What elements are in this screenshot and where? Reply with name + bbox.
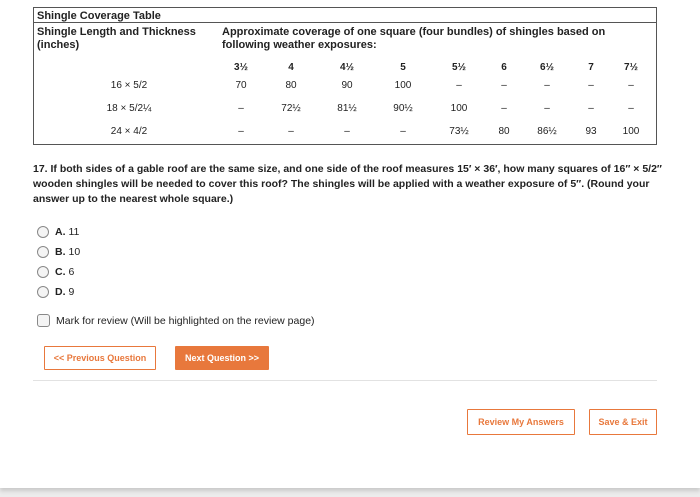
exposure-header-cell: 6	[501, 62, 507, 73]
table-cell: –	[501, 103, 507, 114]
option-10[interactable]	[37, 242, 80, 262]
table-cell: –	[238, 126, 244, 137]
radio-button[interactable]	[37, 266, 49, 278]
table-body	[34, 75, 656, 144]
previous-question-button[interactable]: << Previous Question	[44, 346, 156, 370]
next-question-button[interactable]: Next Question >>	[175, 346, 269, 370]
exposure-header-cell: 7	[588, 62, 594, 73]
table-cell: –	[588, 103, 594, 114]
table-cell: 80	[285, 80, 297, 91]
table-cell: 81½	[337, 103, 357, 114]
option-11[interactable]	[37, 222, 80, 242]
table-cell: 70	[235, 80, 247, 91]
exposure-header-cell: 6½	[540, 62, 554, 73]
option-6[interactable]	[37, 262, 80, 282]
divider	[33, 380, 657, 381]
exposure-row	[34, 61, 656, 75]
table-title: Shingle Coverage Table	[34, 8, 656, 23]
table-cell: –	[501, 80, 507, 91]
table-cell: 73½	[449, 126, 469, 137]
table-cell: 72½	[281, 103, 301, 114]
left-header: Shingle Length and Thickness (inches)	[37, 26, 196, 51]
option-letter: A.	[55, 226, 66, 238]
table-cell: 100	[450, 103, 468, 114]
table-cell: –	[238, 103, 244, 114]
mark-for-review[interactable]	[37, 314, 315, 327]
review-answers-button[interactable]: Review My Answers	[467, 409, 575, 435]
radio-button[interactable]	[37, 246, 49, 258]
table-cell: 86½	[537, 126, 557, 137]
right-header: Approximate coverage of one square (four bundles) of shingles based on following weather exposures:	[222, 26, 606, 51]
option-letter: C.	[55, 266, 66, 278]
table-row	[34, 75, 656, 98]
table-cell: 80	[498, 126, 510, 137]
row-label: 18 × 5/2¼	[106, 103, 152, 114]
shingle-coverage-table	[33, 7, 657, 145]
question-text: 17. If both sides of a gable roof are the same size, and one side of the roof measures 15′ × 36′, how many squares of 16″ × 5/2″ wooden shingles will be needed to cover this roof? The shingles will be applied with a weather exposure of 5″. (Round your answer up to the nearest whole square.)	[33, 163, 662, 205]
table-cell: –	[288, 126, 294, 137]
exposure-header-cell: 7½	[624, 62, 638, 73]
mark-review-label: Mark for review (Will be highlighted on the review page)	[56, 314, 315, 327]
table-cell: –	[400, 126, 406, 137]
option-9[interactable]	[37, 282, 80, 302]
table-cell: –	[628, 103, 634, 114]
exposure-header-cell: 5½	[452, 62, 466, 73]
table-cell: –	[456, 80, 462, 91]
answer-options	[37, 222, 80, 302]
table-cell: 100	[622, 126, 640, 137]
exposure-header-cell: 4½	[340, 62, 354, 73]
table-cell: –	[544, 80, 550, 91]
table-cell: 100	[394, 80, 412, 91]
table-cell: –	[628, 80, 634, 91]
option-label: 10	[68, 246, 81, 258]
table-cell: –	[588, 80, 594, 91]
table-cell: 90	[341, 80, 353, 91]
exposure-header-cell: 5	[400, 62, 406, 73]
row-label: 16 × 5/2	[110, 80, 148, 91]
table-header	[34, 23, 656, 61]
radio-button[interactable]	[37, 226, 49, 238]
option-letter: D.	[55, 286, 66, 298]
option-label: 11	[68, 226, 80, 238]
table-cell: 93	[585, 126, 597, 137]
table-cell: –	[344, 126, 350, 137]
exposure-header-cell: 3½	[234, 62, 248, 73]
mark-review-checkbox[interactable]	[37, 314, 50, 327]
table-cell: 90½	[393, 103, 413, 114]
exposure-header-cell: 4	[288, 62, 294, 73]
save-exit-button[interactable]: Save & Exit	[589, 409, 657, 435]
option-letter: B.	[55, 246, 66, 258]
table-cell: –	[544, 103, 550, 114]
option-label: 6	[68, 266, 75, 278]
row-label: 24 × 4/2	[110, 126, 148, 137]
radio-button[interactable]	[37, 286, 49, 298]
option-label: 9	[68, 286, 75, 298]
table-row	[34, 98, 656, 121]
table-row	[34, 121, 656, 144]
